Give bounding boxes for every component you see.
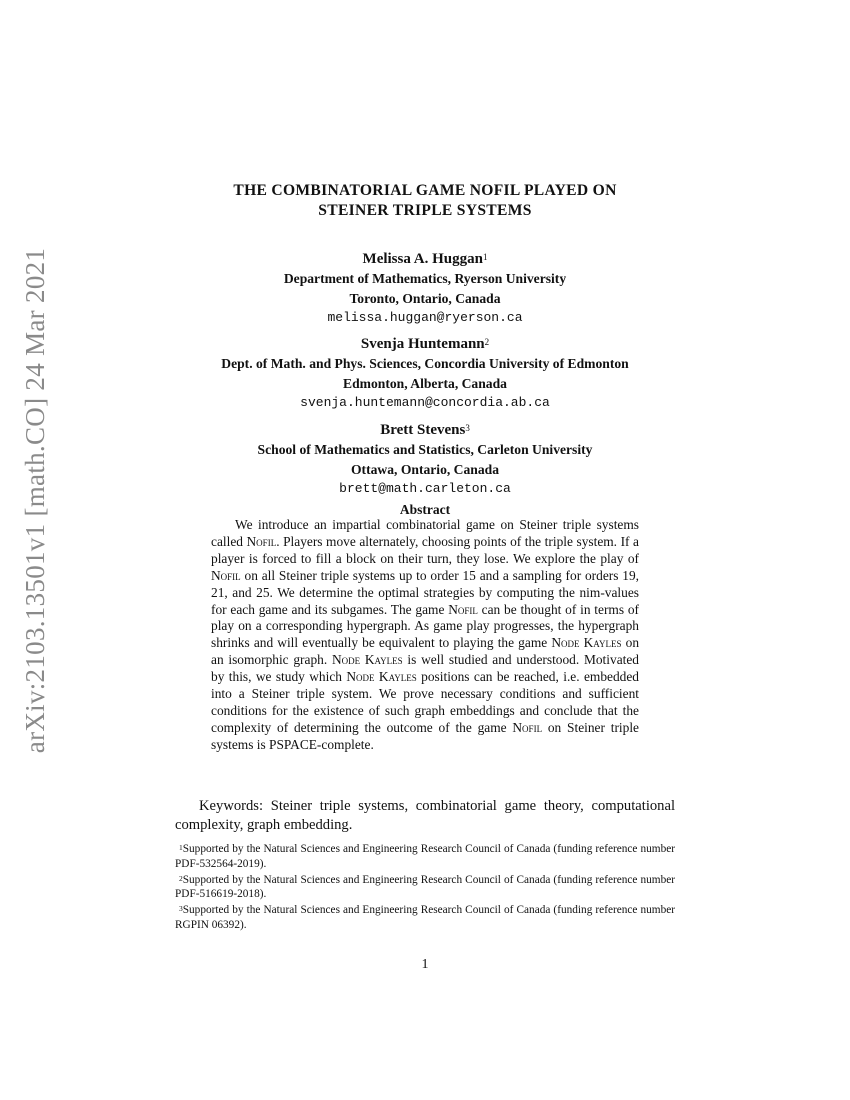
paper-title-line-2: STEINER TRIPLE SYSTEMS <box>318 202 532 219</box>
footnote-text: Supported by the Natural Sciences and Engineering Research Council of Canada (funding reference number RGPIN 06392). <box>175 904 675 931</box>
paper-title <box>175 181 675 221</box>
author-email: melissa.huggan@ryerson.ca <box>327 310 523 325</box>
abstract-text: . Players move alternately, choosing points of the triple system. If a player is forced to fill a block on their turn, they lose. We explore the play of <box>211 533 639 566</box>
footnote-mark: 2 <box>179 873 183 883</box>
keywords-paragraph: Keywords: Steiner triple systems, combinatorial game theory, computational complexity, graph embedding. <box>175 798 675 833</box>
abstract-body <box>211 517 639 754</box>
abstract-text: on an isomorphic graph. <box>211 635 640 668</box>
author-location: Edmonton, Alberta, Canada <box>343 375 507 391</box>
author-name-text: Melissa A. Huggan <box>362 251 483 267</box>
footnote-mark: 3 <box>179 904 183 914</box>
author-email: brett@math.carleton.ca <box>339 481 511 496</box>
author-name-text: Svenja Huntemann <box>360 336 485 352</box>
game-name-node-kayles: Node Kayles <box>551 635 622 651</box>
author-block-1 <box>175 249 675 328</box>
author-name-text: Brett Stevens <box>380 422 466 438</box>
author-location: Ottawa, Ontario, Canada <box>350 461 500 477</box>
author-name <box>175 420 675 440</box>
abstract-text: We introduce an impartial combinatorial game on Steiner triple systems called <box>211 517 639 549</box>
footnote-mark: 2 <box>484 337 490 347</box>
abstract-text: on all Steiner triple systems up to order 15 and a sampling for orders 19, 21, and 25. We determine the optimal strategies by computing the nim-values for each game and its subgames. The game <box>211 567 639 617</box>
author-affiliation: Dept. of Math. and Phys. Sciences, Concordia University of Edmonton <box>221 356 629 371</box>
author-email: svenja.huntemann@concordia.ab.ca <box>300 395 550 410</box>
game-name-nofil: Nofil <box>448 601 478 617</box>
author-name <box>175 334 675 354</box>
author-block-3 <box>175 420 675 499</box>
author-affiliation: School of Mathematics and Statistics, Carleton University <box>257 442 593 457</box>
footnotes <box>175 842 675 934</box>
footnote-mark: 1 <box>482 252 488 262</box>
footnote-mark: 1 <box>179 843 183 852</box>
footnote-3 <box>175 903 675 932</box>
author-affiliation: Department of Mathematics, Ryerson University <box>283 271 567 286</box>
author-name <box>175 249 675 269</box>
author-location: Toronto, Ontario, Canada <box>349 290 501 306</box>
game-name-nofil: Nofil <box>246 533 277 549</box>
abstract-heading: Abstract <box>399 502 451 517</box>
page-number: 1 <box>421 957 429 972</box>
abstract-text: on Steiner triple systems is PSPACE-complete. <box>211 719 640 752</box>
game-name-nofil: Nofil <box>512 719 543 735</box>
footnote-text: Supported by the Natural Sciences and Engineering Research Council of Canada (funding reference number PDF-532564-2019). <box>175 843 675 870</box>
abstract-text: can be thought of in terms of play on a corresponding hypergraph. As game play progresses, the hypergraph shrinks and will eventually be equivalent to playing the game <box>211 601 640 651</box>
paper-title-line-1: THE COMBINATORIAL GAME NOFIL PLAYED ON <box>233 182 617 199</box>
game-name-nofil: Nofil <box>211 567 241 583</box>
arxiv-identifier-stamp <box>8 247 64 753</box>
author-block-2 <box>175 334 675 413</box>
arxiv-identifier-text: arXiv:2103.13501v1 [math.CO] 24 Mar 2021 <box>20 247 51 753</box>
game-name-node-kayles: Node Kayles <box>346 669 417 685</box>
abstract-text: positions can be reached, i.e. embedded into a Steiner triple system. We prove necessary conditions and sufficient conditions for the existence of such graph embeddings and conclude that the complexity of determining the outcome of the game <box>211 669 640 735</box>
footnote-1 <box>175 842 675 871</box>
game-name-node-kayles: Node Kayles <box>331 652 403 668</box>
footnote-text: Supported by the Natural Sciences and Engineering Research Council of Canada (funding reference number PDF-516619-2018). <box>175 873 675 901</box>
abstract-text: is well studied and understood. Motivated by this, we study which <box>211 652 639 685</box>
footnote-2 <box>175 873 675 902</box>
footnote-mark: 3 <box>465 423 470 433</box>
